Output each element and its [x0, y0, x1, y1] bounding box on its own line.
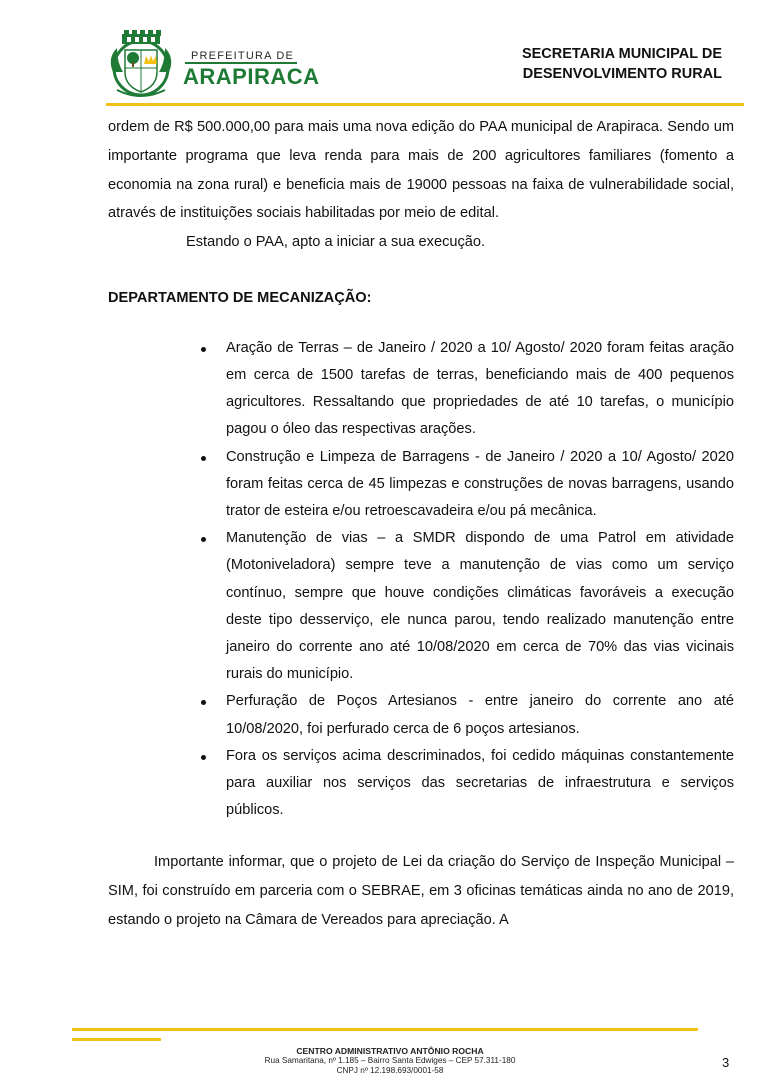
bullet-dot-icon — [201, 537, 206, 542]
header-divider — [106, 103, 744, 106]
bullet-text: Manutenção de vias – a SMDR dispondo de uma Patrol em atividade (Motoniveladora) sempre teve a manutenção de vias como um serviço contínuo, sempre que houve condições climáticas favoráveis a execução deste tipo desserviço, ele nunca parou, tendo realizado manutenção entre janeiro do corrente ano até 10/08/2020 em cerca de 70% das vias vicinais rurais do município. — [226, 530, 734, 683]
logo-prefeitura-label: PREFEITURA DE — [191, 50, 295, 62]
page-number: 3 — [722, 1055, 730, 1070]
bullet-text: Fora os serviços acima descriminados, foi cedido máquinas constantemente para auxiliar nos serviços das secretarias de infraestrutura e serviços públicos. — [226, 747, 734, 819]
secretariat-title-line-2: DESENVOLVIMENTO RURAL — [522, 66, 722, 82]
footer-divider-short — [72, 1038, 161, 1041]
document-body — [108, 113, 734, 935]
prefeitura-logo — [103, 28, 320, 102]
secretariat-title — [522, 44, 722, 84]
footer-address-block — [230, 1046, 550, 1076]
footer-center-name: CENTRO ADMINISTRATIVO ANTÔNIO ROCHA — [296, 1046, 484, 1056]
bullet-item-aracao — [226, 335, 734, 444]
footer-divider-long — [72, 1028, 698, 1031]
bullet-dot-icon — [201, 456, 206, 461]
logo-city-name: ARAPIRACA — [183, 64, 320, 89]
mecanizacao-bullet-list — [108, 335, 734, 825]
bullet-text: Construção e Limpeza de Barragens - de Janeiro / 2020 a 10/ Agosto/ 2020 foram feitas cerca de 45 limpezas e construções de novas barragens, usando trator de esteira e/ou retroescavadeira e/ou pá mecânica. — [226, 448, 734, 519]
intro-paragraph: ordem de R$ 500.000,00 para mais uma nova edição do PAA municipal de Arapiraca. Sendo um importante programa que leva renda para mais de 200 agricultores familiares (fomento a economia na zona rural) e beneficia mais de 19000 pessoas na faixa de vulnerabilidade social, através de instituições sociais habilitadas por meio de edital. — [108, 119, 734, 222]
secretariat-title-line-1: SECRETARIA MUNICIPAL DE — [521, 46, 722, 62]
page-footer — [0, 1020, 782, 1086]
footer-address: Rua Samaritana, nº 1.185 – Bairro Santa Edwiges – CEP 57.311-180 — [264, 1056, 516, 1065]
bullet-text: Perfuração de Poços Artesianos - entre janeiro do corrente ano até 10/08/2020, foi perfurado cerca de 6 poços artesianos. — [226, 693, 734, 737]
bullet-dot-icon — [201, 700, 206, 705]
municipal-coat-of-arms-icon — [103, 28, 183, 102]
section-heading-mecanizacao: DEPARTAMENTO DE MECANIZAÇÃO: — [108, 289, 372, 306]
bullet-item-vias — [226, 525, 734, 688]
page-header — [0, 0, 782, 110]
bullet-item-pocos — [226, 688, 734, 742]
bullet-item-barragens — [226, 444, 734, 526]
bullet-dot-icon — [201, 347, 206, 352]
spacer — [108, 824, 734, 848]
bullet-dot-icon — [201, 755, 206, 760]
bullet-text: Aração de Terras – de Janeiro / 2020 a 10/ Agosto/ 2020 foram feitas aração em cerca de 1500 tarefas de terras, beneficiando mais de 400 pequenos agricultores. Ressaltando que propriedades de até 10 tarefas, o município pagou o óleo das respectivas arações. — [226, 339, 734, 438]
closing-paragraph: Importante informar, que o projeto de Lei da criação do Serviço de Inspeção Municipal – SIM, foi construído em parceria com o SEBRAE, em 3 oficinas temáticas ainda no ano de 2019, estando o projeto na Câmara de Vereados para apreciação. A — [108, 854, 734, 929]
bullet-item-maquinas — [226, 743, 734, 825]
paa-status-paragraph: Estando o PAA, apto a iniciar a sua execução. — [186, 234, 486, 251]
footer-cnpj: CNPJ nº 12.198.693/0001-58 — [336, 1066, 444, 1075]
